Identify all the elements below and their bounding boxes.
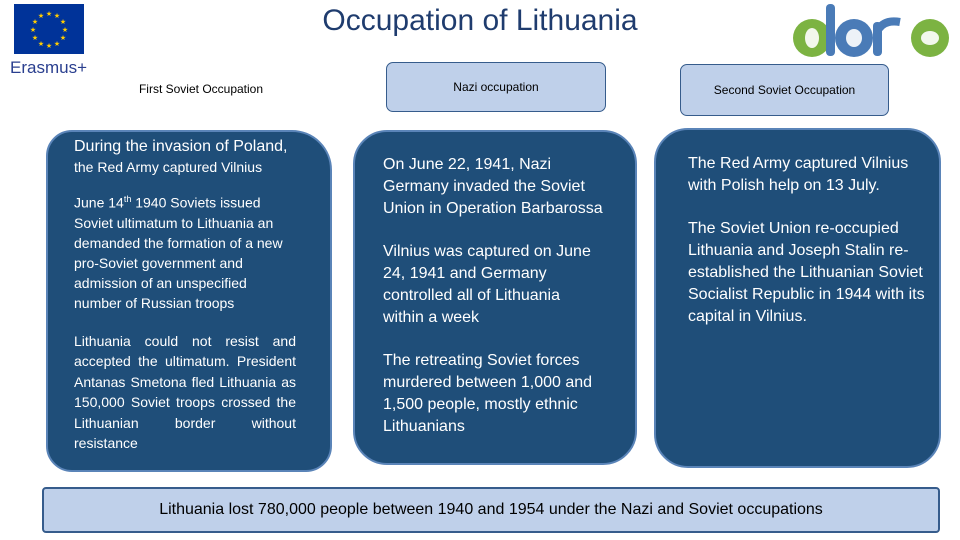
slide-title: Occupation of Lithuania [322, 4, 638, 37]
first-paragraph-2-body: 1940 Soviets issued Soviet ultimatum to Lithuania an demanded the formation of a new pro-Soviet government and admission of an unspecified number of Russian troops [74, 194, 283, 311]
svg-text:★: ★ [53, 12, 61, 20]
svg-text:★: ★ [37, 40, 45, 48]
first-paragraph-2-date: June 14 [74, 194, 124, 211]
header-second-label: Second Soviet Occupation [713, 83, 856, 97]
summary-bar [42, 487, 940, 533]
svg-text:★: ★ [37, 12, 45, 20]
summary-text: Lithuania lost 780,000 people between 1940 and 1954 under the Nazi and Soviet occupations [159, 501, 823, 518]
first-paragraph-2 [74, 189, 296, 313]
svg-text:★: ★ [59, 34, 67, 42]
erasmus-label: Erasmus+ [10, 58, 87, 77]
panel-nazi-occupation [353, 130, 637, 465]
svg-text:★: ★ [53, 40, 61, 48]
header-first-label: First Soviet Occupation [138, 82, 264, 96]
first-paragraph-2-sup: th [123, 194, 132, 204]
panel-second-soviet-occupation [654, 128, 941, 468]
nazi-paragraph-2: Vilnius was captured on June 24, 1941 and Germany controlled all of Lithuania within a week [383, 243, 591, 326]
header-first-soviet-occupation [90, 70, 312, 108]
first-paragraph-1-rest: the Red Army captured Vilnius [74, 159, 263, 175]
nazi-paragraph-3: The retreating Soviet forces murdered between 1,000 and 1,500 people, mostly ethnic Lithuanians [383, 352, 593, 435]
panel-first-soviet-occupation [46, 130, 332, 472]
svg-text:★: ★ [59, 18, 67, 26]
first-paragraph-3: Lithuania could not resist and accepted the ultimatum. President Antanas Smetona fled Lithuania as 150,000 Soviet troops crossed the Lithuanian border without resistance [74, 332, 296, 452]
svg-text:★: ★ [29, 26, 37, 34]
header-second-soviet-occupation [680, 64, 889, 116]
svg-text:★: ★ [31, 34, 39, 42]
first-paragraph-1-lead: During the invasion of Poland, [74, 138, 288, 155]
second-paragraph-2: The Soviet Union re-occupied Lithuania and Joseph Stalin re-established the Lithuanian Soviet Socialist Republic in 1944 with its capital in Vilnius. [688, 220, 925, 325]
svg-text:★: ★ [31, 18, 39, 26]
svg-text:★: ★ [45, 42, 53, 50]
svg-text:★: ★ [45, 10, 53, 18]
nazi-paragraph-1: On June 22, 1941, Nazi Germany invaded the Soviet Union in Operation Barbarossa [383, 156, 603, 217]
header-nazi-occupation [386, 62, 606, 112]
second-paragraph-1: The Red Army captured Vilnius with Polish help on 13 July. [688, 155, 909, 194]
first-paragraph-1 [74, 136, 296, 177]
daro-logo [788, 2, 953, 60]
svg-text:★: ★ [61, 26, 69, 34]
header-nazi-label: Nazi occupation [453, 80, 539, 94]
